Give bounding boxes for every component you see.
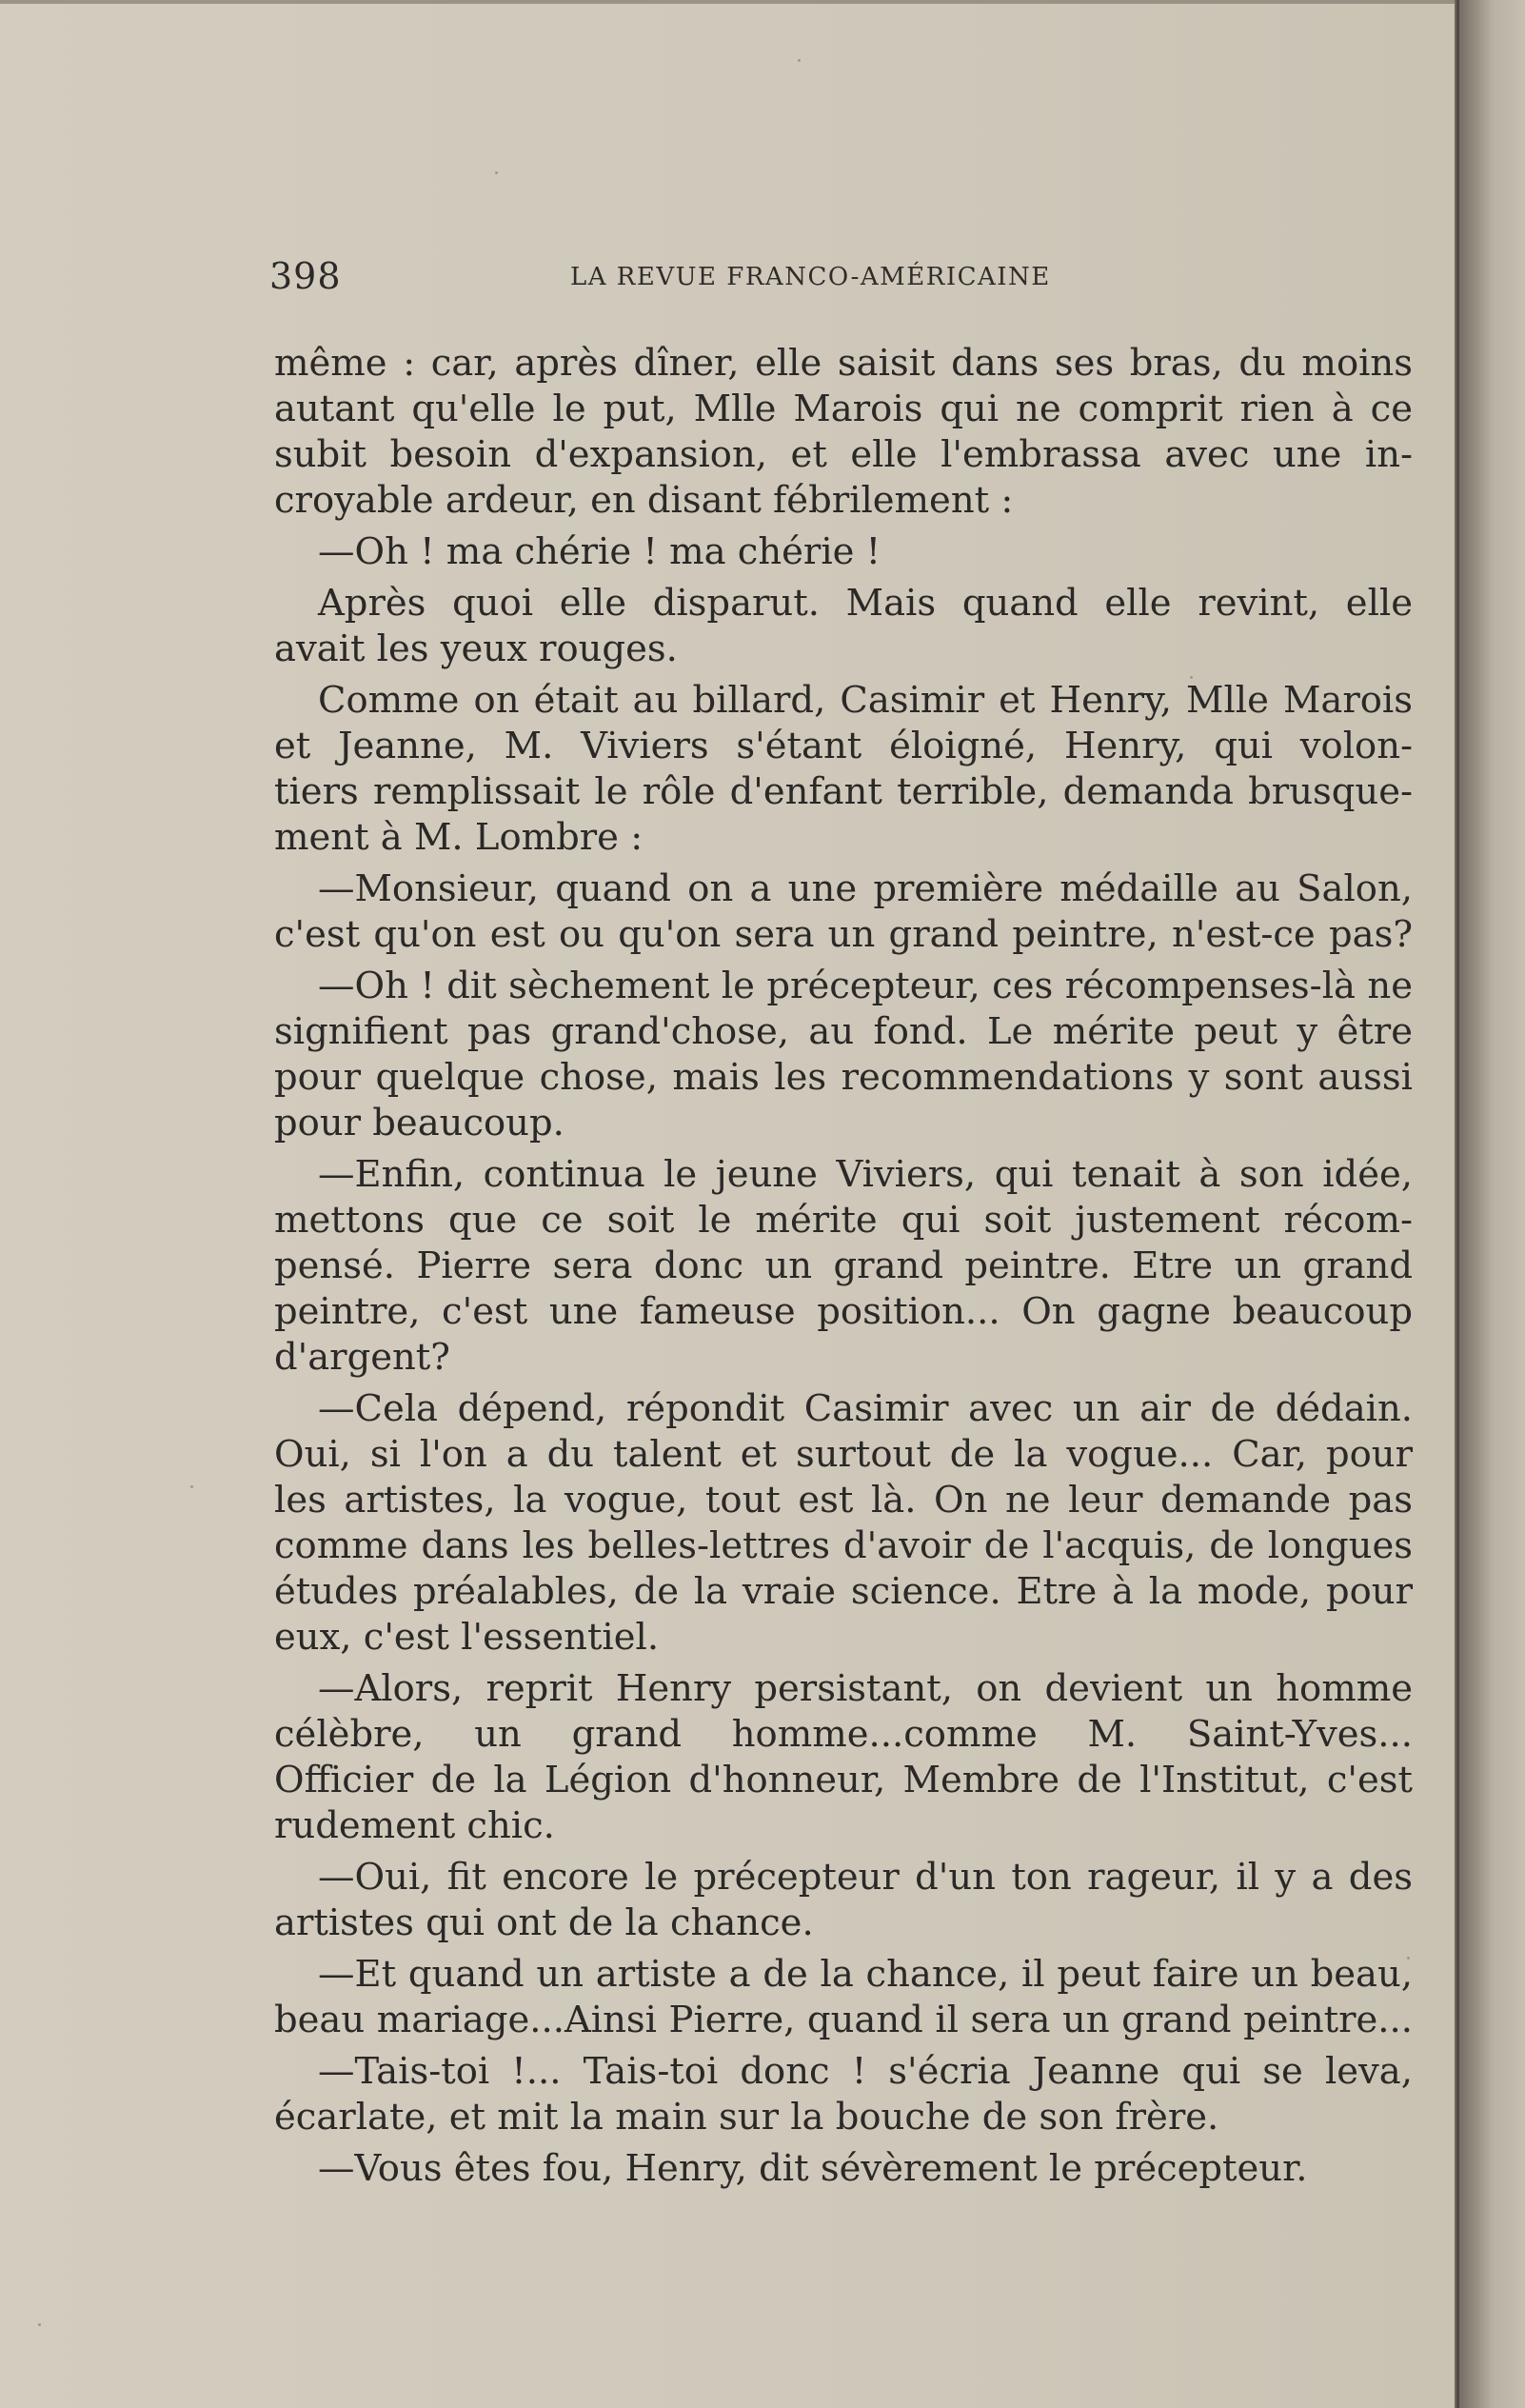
- text-line: pour quelque chose, mais les recommendations y sont aussi: [274, 1056, 1413, 1099]
- text-line: ment à M. Lombre :: [274, 816, 644, 859]
- text-line: écarlate, et mit la main sur la bouche de son frère.: [274, 2096, 1219, 2139]
- text-line: même : car, après dîner, elle saisit dans ses bras, du moins: [274, 342, 1413, 385]
- paragraph: [274, 866, 1413, 958]
- text-line: —Oui, fit encore le précepteur d'un ton rageur, il y a des: [318, 1856, 1413, 1899]
- paragraph: [274, 341, 1413, 524]
- body-text: [274, 341, 1413, 2198]
- text-line: Oui, si l'on a du talent et surtout de la vogue... Car, pour: [274, 1433, 1413, 1476]
- text-line: pour beaucoup.: [274, 1102, 564, 1144]
- paper-speck: [190, 1485, 193, 1488]
- paragraph: [274, 581, 1413, 672]
- text-line: eux, c'est l'essentiel.: [274, 1616, 660, 1659]
- page-number: 398: [269, 255, 342, 297]
- text-line: signifient pas grand'chose, au fond. Le mérite peut y être: [274, 1010, 1413, 1053]
- text-line: rudement chic.: [274, 1804, 555, 1847]
- text-line: beau mariage...Ainsi Pierre, quand il sera un grand peintre...: [274, 1999, 1413, 2041]
- paper-speck: [38, 2323, 41, 2326]
- text-line: comme dans les belles-lettres d'avoir de l'acquis, de longues: [274, 1524, 1413, 1567]
- text-line: —Monsieur, quand on a une première médaille au Salon,: [318, 867, 1413, 910]
- paper-speck: [798, 59, 801, 62]
- running-title: LA REVUE FRANCO-AMÉRICAINE: [570, 263, 1051, 291]
- paragraph: [274, 1855, 1413, 1946]
- text-line: —Oh ! ma chérie ! ma chérie !: [318, 530, 881, 573]
- text-line: croyable ardeur, en disant fébrilement :: [274, 479, 1014, 522]
- text-line: Après quoi elle disparut. Mais quand elle revint, elle: [318, 582, 1413, 625]
- paragraph: [274, 1952, 1413, 2043]
- paper-speck: [495, 171, 498, 174]
- paragraph: [274, 1666, 1413, 1849]
- text-line: c'est qu'on est ou qu'on sera un grand peintre, n'est-ce pas?: [274, 913, 1413, 956]
- text-line: autant qu'elle le put, Mlle Marois qui ne comprit rien à ce: [274, 388, 1413, 430]
- text-line: subit besoin d'expansion, et elle l'embrassa avec une in-: [274, 433, 1413, 476]
- text-line: —Cela dépend, répondit Casimir avec un air de dédain.: [318, 1387, 1413, 1430]
- paragraph: [274, 1386, 1413, 1661]
- running-header: [269, 255, 1412, 303]
- text-line: avait les yeux rouges.: [274, 627, 678, 670]
- page-binding-edge: [1455, 0, 1525, 2408]
- text-line: tiers remplissait le rôle d'enfant terrible, demanda brusque-: [274, 770, 1413, 813]
- text-line: célèbre, un grand homme...comme M. Saint-Yves...: [274, 1713, 1413, 1756]
- text-line: —Alors, reprit Henry persistant, on devient un homme: [318, 1667, 1413, 1710]
- paragraph: [274, 1152, 1413, 1381]
- text-line: —Oh ! dit sèchement le précepteur, ces récompenses-là ne: [318, 965, 1413, 1007]
- text-line: —Tais-toi !... Tais-toi donc ! s'écria Jeanne qui se leva,: [318, 2050, 1413, 2093]
- text-line: peintre, c'est une fameuse position... On gagne beaucoup: [274, 1290, 1413, 1333]
- text-line: artistes qui ont de la chance.: [274, 1901, 814, 1944]
- text-line: —Et quand un artiste a de la chance, il peut faire un beau,: [318, 1953, 1413, 1996]
- paragraph: [274, 678, 1413, 861]
- paragraph: [274, 2049, 1413, 2140]
- text-line: Comme on était au billard, Casimir et Henry, Mlle Marois: [318, 679, 1413, 722]
- text-line: —Vous êtes fou, Henry, dit sévèrement le précepteur.: [318, 2147, 1308, 2190]
- text-line: —Enfin, continua le jeune Viviers, qui tenait à son idée,: [318, 1153, 1413, 1196]
- text-line: les artistes, la vogue, tout est là. On ne leur demande pas: [274, 1479, 1413, 1522]
- paragraph: [274, 964, 1413, 1146]
- text-line: et Jeanne, M. Viviers s'étant éloigné, Henry, qui volon-: [274, 725, 1413, 767]
- paragraph: [274, 2146, 1413, 2192]
- text-line: études préalables, de la vraie science. Etre à la mode, pour: [274, 1570, 1413, 1613]
- paragraph: [274, 529, 1413, 575]
- text-line: pensé. Pierre sera donc un grand peintre. Etre un grand: [274, 1244, 1413, 1287]
- text-line: Officier de la Légion d'honneur, Membre de l'Institut, c'est: [274, 1759, 1413, 1801]
- page-top-edge: [0, 0, 1455, 4]
- text-line: mettons que ce soit le mérite qui soit justement récom-: [274, 1199, 1413, 1242]
- text-line: d'argent?: [274, 1336, 450, 1379]
